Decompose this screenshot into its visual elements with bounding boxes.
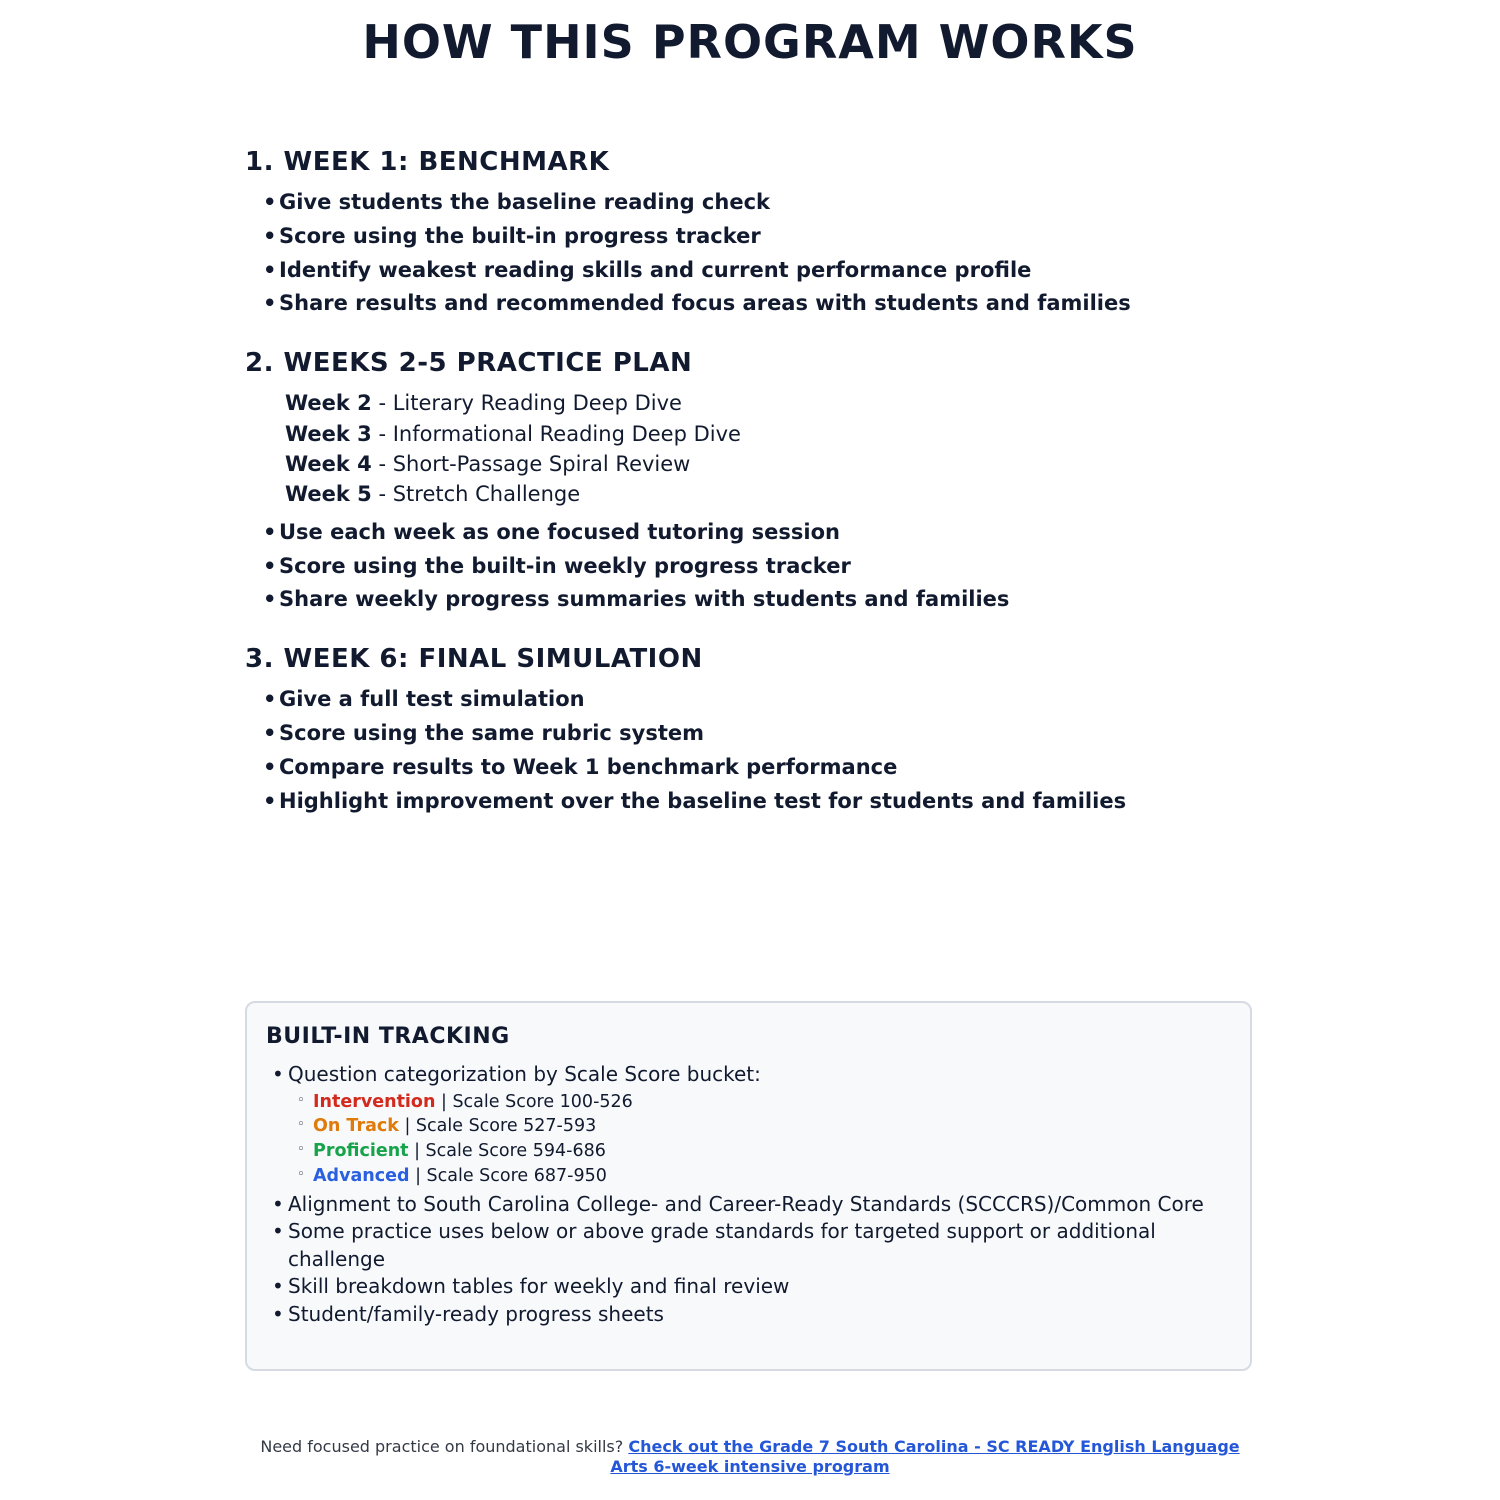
section-heading: 3. WEEK 6: FINAL SIMULATION bbox=[245, 644, 703, 675]
list-item: • Alignment to South Carolina College- and Career-Ready Standards (SCCCRS)/Common Core bbox=[266, 1191, 1230, 1219]
list-item: • Score using the built-in weekly progress tracker bbox=[245, 550, 1255, 584]
week-label: Week 3 bbox=[285, 421, 372, 446]
circle-bullet-icon: ◦ bbox=[297, 1142, 305, 1158]
score-bucket-advanced bbox=[288, 1164, 1230, 1189]
level-name: Intervention bbox=[313, 1091, 436, 1112]
level-range: | Scale Score 100-526 bbox=[435, 1091, 633, 1112]
section-heading: 2. WEEKS 2-5 PRACTICE PLAN bbox=[245, 348, 693, 379]
list-item: • Score using the built-in progress tracker bbox=[245, 220, 1255, 254]
list-item: • Skill breakdown tables for weekly and final review bbox=[266, 1273, 1230, 1301]
list-item: • Highlight improvement over the baseline test for students and families bbox=[245, 785, 1255, 819]
bullet-icon: • bbox=[272, 1062, 284, 1086]
week-description: - Stretch Challenge bbox=[371, 482, 581, 507]
level-name: Proficient bbox=[313, 1141, 409, 1162]
section-week-6 bbox=[245, 639, 1255, 818]
score-bucket-proficient bbox=[288, 1139, 1230, 1164]
week-row bbox=[285, 388, 1255, 418]
bullet-icon: • bbox=[272, 1219, 284, 1244]
week-row bbox=[285, 419, 1255, 449]
week-description: - Short-Passage Spiral Review bbox=[371, 452, 691, 476]
bullet-icon: • bbox=[263, 190, 277, 214]
bullet-icon: • bbox=[263, 257, 277, 282]
score-bucket-on-track bbox=[288, 1114, 1230, 1139]
bullet-icon: • bbox=[263, 754, 277, 779]
bullet-list bbox=[245, 683, 1255, 818]
list-item: • Student/family-ready progress sheets bbox=[266, 1301, 1230, 1329]
bullet-icon: • bbox=[272, 1191, 284, 1216]
bullet-icon: • bbox=[263, 587, 277, 612]
page-title: HOW THIS PROGRAM WORKS bbox=[362, 15, 1138, 69]
built-in-tracking-panel bbox=[245, 1001, 1252, 1371]
bullet-icon: • bbox=[263, 553, 277, 578]
level-range: | Scale Score 527-593 bbox=[398, 1116, 597, 1137]
list-item: • Identify weakest reading skills and current performance profile bbox=[245, 254, 1255, 288]
bullet-icon: • bbox=[272, 1274, 284, 1299]
list-item: • Some practice uses below or above grade standards for targeted support or additional challenge bbox=[272, 1219, 1156, 1271]
week-row bbox=[285, 449, 1255, 479]
program-link[interactable]: Check out the Grade 7 South Carolina - SC READY English Language Arts 6-week intensive program bbox=[610, 1437, 1240, 1476]
week-description: - Informational Reading Deep Dive bbox=[371, 421, 741, 446]
bullet-icon: • bbox=[263, 721, 277, 745]
list-item: • Score using the same rubric system bbox=[245, 717, 1255, 751]
circle-bullet-icon: ◦ bbox=[297, 1092, 305, 1108]
level-range: | Scale Score 687-950 bbox=[409, 1165, 607, 1186]
score-bucket-list bbox=[288, 1090, 1230, 1189]
week-label: Week 4 bbox=[285, 452, 372, 476]
week-schedule bbox=[285, 388, 1255, 510]
score-bucket-intervention bbox=[288, 1090, 1230, 1115]
panel-title: BUILT-IN TRACKING bbox=[266, 1024, 510, 1049]
bullet-icon: • bbox=[263, 223, 277, 248]
list-item: • Give students the baseline reading check bbox=[245, 186, 1255, 220]
bullet-icon: • bbox=[263, 687, 277, 712]
circle-bullet-icon: ◦ bbox=[297, 1117, 305, 1133]
list-item: • Share results and recommended focus areas with students and families bbox=[245, 287, 1255, 321]
level-name: Advanced bbox=[313, 1165, 410, 1186]
bullet-list bbox=[245, 516, 1255, 617]
section-week-1 bbox=[245, 142, 1255, 321]
bullet-icon: • bbox=[263, 788, 277, 813]
list-item: • Use each week as one focused tutoring session bbox=[245, 516, 1255, 550]
footer-prompt: Need focused practice on foundational skills? bbox=[260, 1437, 629, 1456]
week-row bbox=[285, 479, 1255, 509]
tracking-list bbox=[266, 1061, 1230, 1328]
level-name: On Track bbox=[313, 1116, 399, 1137]
footer-note bbox=[245, 1437, 1255, 1477]
list-item: • Share weekly progress summaries with students and families bbox=[245, 583, 1255, 617]
bullet-icon: • bbox=[263, 291, 277, 316]
list-item bbox=[266, 1061, 1230, 1189]
circle-bullet-icon: ◦ bbox=[297, 1166, 305, 1182]
bullet-list bbox=[245, 186, 1255, 321]
week-description: - Literary Reading Deep Dive bbox=[371, 391, 682, 416]
list-item: • Give a full test simulation bbox=[245, 683, 1255, 717]
bullet-icon: • bbox=[263, 519, 277, 544]
level-range: | Scale Score 594-686 bbox=[408, 1141, 606, 1162]
week-label: Week 2 bbox=[285, 391, 372, 416]
list-item: • Compare results to Week 1 benchmark performance bbox=[245, 751, 1255, 785]
section-heading: 1. WEEK 1: BENCHMARK bbox=[245, 147, 610, 177]
bullet-icon: • bbox=[272, 1301, 284, 1326]
categorization-intro: Question categorization by Scale Score bucket: bbox=[288, 1062, 761, 1086]
section-weeks-2-5 bbox=[245, 343, 1255, 617]
program-steps bbox=[245, 142, 1255, 818]
week-label: Week 5 bbox=[285, 482, 372, 507]
